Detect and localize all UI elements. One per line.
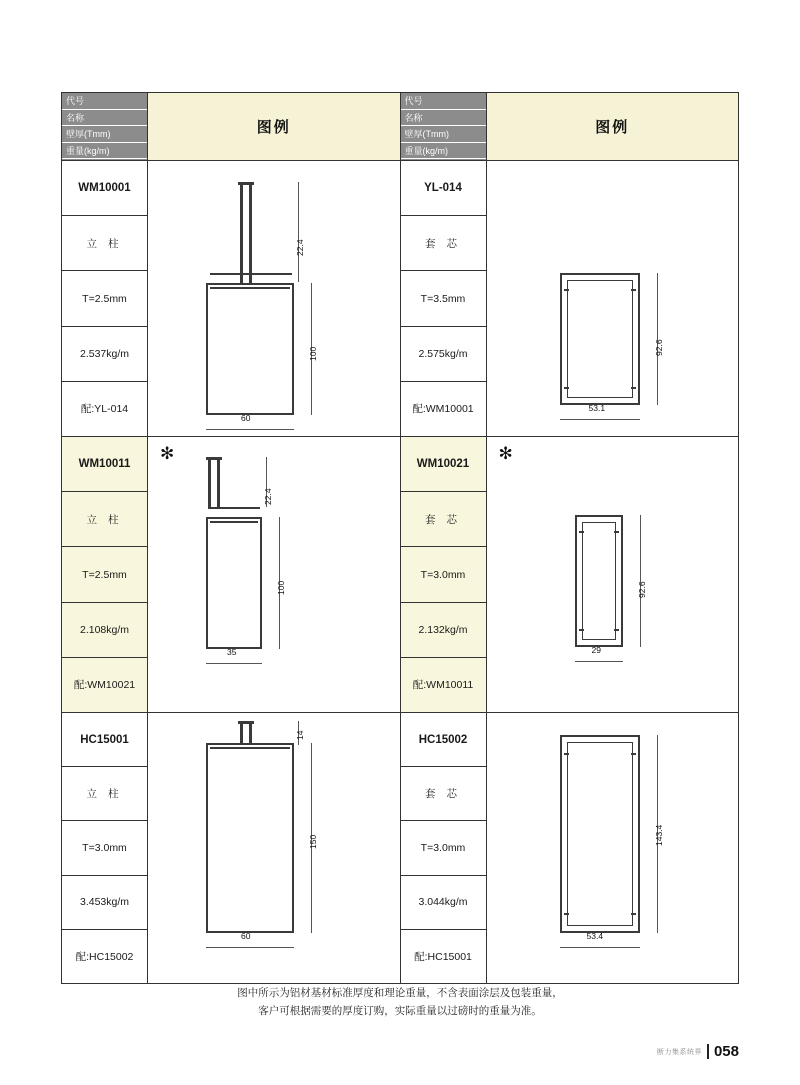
profile-notch-bl [579,629,584,631]
profile-outline [206,283,294,415]
product-match: 配:HC15002 [62,930,147,983]
product-name: 立 柱 [62,216,147,271]
header-block [401,93,740,161]
product-thickness: T=3.0mm [62,821,147,875]
profile-fin-right [249,723,252,745]
product-match: 配:WM10011 [401,658,486,712]
profile-notch-br [631,387,636,389]
header-label-weight: 重量(kg/m) [62,143,147,160]
profile-notch-tr [631,753,636,755]
dim-height: 92.6 [653,339,664,356]
product-name: 立 柱 [62,492,147,547]
profile-notch-br [631,913,636,915]
product-info [401,713,487,983]
product-name: 套 芯 [401,767,486,821]
table-row [62,437,739,713]
product-thickness: T=2.5mm [62,547,147,602]
product-row [62,161,401,437]
product-weight: 2.575kg/m [401,327,486,382]
profile-inner-outline [582,522,616,640]
product-row [401,713,740,984]
product-figure [148,161,401,436]
product-thickness: T=3.5mm [401,271,486,326]
dim-line-width [560,947,640,948]
product-info [401,437,487,712]
footer-brand: 断力集系统界 [656,1049,702,1056]
dim-top: 22.4 [295,239,305,256]
product-name: 立 柱 [62,767,147,821]
profile-inner-line [210,287,290,289]
dim-line-width [560,419,640,420]
profile-outline [206,743,294,933]
profile-notch-bl [564,913,569,915]
product-name: 套 芯 [401,492,486,547]
header-label-thickness: 壁厚(Tmm) [401,126,486,143]
dim-line-width [206,429,294,430]
profile-inner-outline [567,742,633,926]
profile-outline [206,517,262,649]
dim-width: 53.1 [588,403,606,413]
product-figure [148,437,401,712]
product-code: YL-014 [401,161,486,216]
product-info [401,161,487,436]
dim-height: 150 [308,834,318,849]
asterisk-icon: ✻ [160,444,175,463]
profile-notch-tr [614,531,619,533]
product-figure [148,713,401,983]
dim-width: 60 [241,413,251,423]
product-figure [487,713,740,983]
dim-width: 53.4 [586,931,604,941]
header-label-name: 名称 [62,110,147,127]
profile-fin-left [240,184,243,284]
profile-notch-tr [631,289,636,291]
product-thickness: T=3.0mm [401,821,486,875]
asterisk-icon: ✻ [498,444,513,463]
product-thickness: T=2.5mm [62,271,147,326]
header-label-code: 代号 [401,93,486,110]
profile-fin-left [208,459,211,509]
product-code: HC15001 [62,713,147,767]
product-info [62,161,148,436]
product-cell-wm10001 [62,161,401,437]
product-table [61,92,739,984]
product-weight: 2.108kg/m [62,603,147,658]
product-match: 配:YL-014 [62,382,147,436]
profile-inner-outline [567,280,633,398]
table-header-row [62,93,739,161]
header-label-stack [401,93,487,160]
header-label-thickness: 壁厚(Tmm) [62,126,147,143]
profile-notch-tl [579,531,584,533]
header-block [62,93,401,161]
dim-height: 100 [308,346,318,361]
profile-fin-cap [206,457,222,460]
profile-inner-line [210,747,290,749]
footnote-line-1: 图中所示为铝材基材标准厚度和理论重量，不含表面涂层及包装重量， [237,987,563,999]
product-row [62,437,401,713]
profile-fin-right [249,184,252,284]
product-name: 套 芯 [401,216,486,271]
dim-line-width [206,947,294,948]
dim-width: 60 [241,931,251,941]
product-cell-hc15002 [401,713,740,984]
footer-divider [707,1044,709,1059]
profile-fin-left [240,723,243,745]
product-code: HC15002 [401,713,486,767]
profile-fin-right [217,459,220,509]
profile-notch-br [614,629,619,631]
product-info [62,713,148,983]
header-column-right [401,93,740,161]
profile-notch-tl [564,753,569,755]
profile-notch-tl [564,289,569,291]
product-figure [487,437,740,712]
dim-width: 35 [227,647,237,657]
header-label-name: 名称 [401,110,486,127]
dim-height: 100 [276,580,286,595]
product-match: 配:HC15001 [401,930,486,983]
product-info [62,437,148,712]
header-label-stack [62,93,148,160]
header-figure-title: 图例 [487,93,740,160]
dim-width: 29 [591,645,601,655]
dim-line-width [575,661,623,662]
product-row [62,713,401,984]
header-label-code: 代号 [62,93,147,110]
product-row [401,161,740,437]
product-match: 配:WM10021 [62,658,147,712]
product-cell-wm10021 [401,437,740,713]
product-weight: 2.537kg/m [62,327,147,382]
table-row [62,161,739,437]
product-cell-wm10011 [62,437,401,713]
dim-top: 22.4 [263,488,273,505]
dim-top: 14 [295,730,305,740]
product-code: WM10001 [62,161,147,216]
profile-shelf [210,273,292,275]
profile-notch-bl [564,387,569,389]
page-number: 058 [713,1043,739,1060]
dim-line-top [298,182,299,282]
product-weight: 3.044kg/m [401,876,486,930]
product-thickness: T=3.0mm [401,547,486,602]
product-figure [487,161,740,436]
header-figure-title: 图例 [148,93,401,160]
product-weight: 3.453kg/m [62,876,147,930]
page-footer [657,1044,739,1059]
product-code: WM10011 [62,437,147,492]
table-row [62,713,739,984]
dim-height: 92.6 [636,581,647,598]
product-match: 配:WM10001 [401,382,486,436]
header-label-weight: 重量(kg/m) [401,143,486,160]
footnote-line-2: 客户可根据需要的厚度订购，实际重量以过磅时的重量为准。 [258,1004,542,1017]
profile-fin-cap [238,182,254,185]
product-cell-yl-014 [401,161,740,437]
product-weight: 2.132kg/m [401,603,486,658]
product-code: WM10021 [401,437,486,492]
dim-height: 143.4 [653,824,664,846]
dim-line-width [206,663,262,664]
product-cell-hc15001 [62,713,401,984]
profile-fin-cap [238,721,254,724]
product-row [401,437,740,713]
profile-inner-line [210,521,258,523]
footnote [0,985,800,1021]
header-column-left [62,93,401,161]
